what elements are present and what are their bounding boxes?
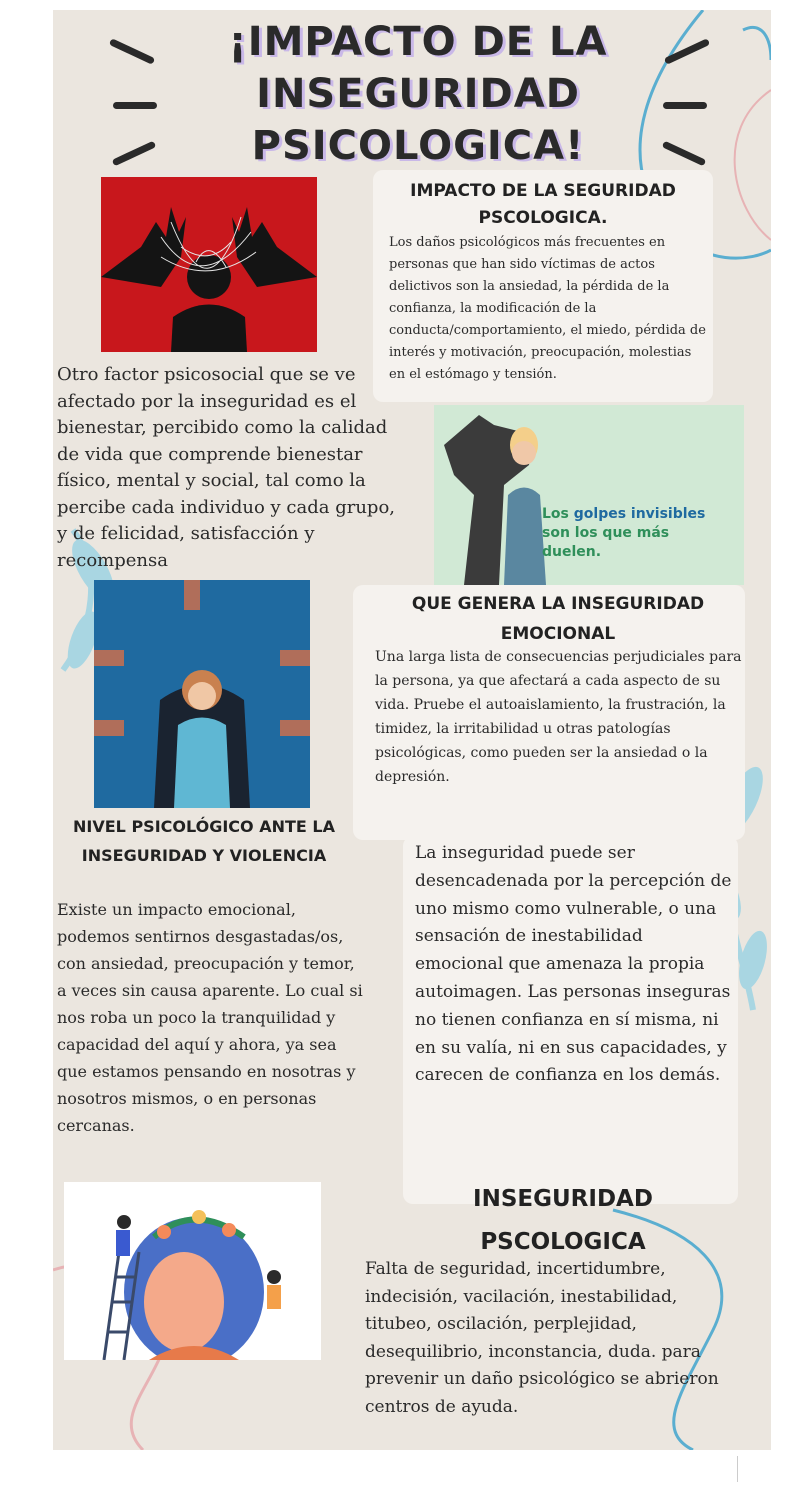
golpes-caption-line3: duelen. (542, 544, 602, 560)
golpes-caption-word1: Los (542, 506, 569, 522)
inseguridad-text: Falta de seguridad, incertidumbre, indecisión, vacilación, inestabilidad, titubeo, oscilación, perplejidad, desequilibrio, inconstancia, duda. para prevenir un daño psicológico se abrieron centros de ayuda. (365, 1259, 719, 1417)
page-edge-mark (737, 1456, 738, 1482)
face-shape (144, 1252, 224, 1352)
impacto-text: Los daños psicológicos más frecuentes en personas que han sido víctimas de actos delictivos son la ansiedad, la pérdida de la confianza, la modificación de la conducta/comportamiento, el miedo, pérdida de interés y motivación, preocupación, molestias en el estómago y tensión. (389, 235, 706, 382)
left-hand-shape (101, 207, 186, 287)
genera-panel (353, 585, 745, 840)
woman-shirt (174, 718, 230, 809)
gardener-body (116, 1230, 130, 1256)
flower-3 (222, 1223, 236, 1237)
pointing-fingers-illustration (94, 580, 310, 808)
infographic-poster (53, 10, 771, 1450)
mind-garden-graphic (64, 1182, 321, 1360)
impacto-heading: IMPACTO DE LA SEGURIDAD PSCOLOGICA. (410, 181, 676, 228)
flower-1 (157, 1225, 171, 1239)
page-title: ¡IMPACTO DE LA INSEGURIDAD PSICOLOGICA! (228, 19, 608, 169)
hand-top (184, 580, 200, 610)
girl-face (512, 441, 536, 465)
girl-dress (504, 488, 546, 586)
golpes-caption (542, 505, 742, 562)
hand-left-2 (94, 720, 124, 736)
right-hand-shape (232, 207, 317, 287)
woman-face (188, 682, 216, 710)
factor-psicosocial-text: Otro factor psicosocial que se ve afectado por la inseguridad es el bienestar, percibido como la calidad de vida que comprende bienestar físico, mental y social, tal como la percibe cada individuo y cada grupo, y de felicidad, satisfacción y recompensa (57, 364, 396, 571)
mind-garden-illustration (64, 1182, 321, 1360)
teal-curve-corner (743, 27, 771, 60)
genera-text: Una larga lista de consecuencias perjudiciales para la persona, ya que afectará a cada aspecto de su vida. Pruebe el autoaislamiento, la frustración, la timidez, la irritabilidad u otras patologías psicológicas, como pueden ser la ansiedad o la depresión. (375, 649, 742, 785)
walker-head (267, 1270, 281, 1284)
walker-body (267, 1285, 281, 1309)
percepcion-panel (403, 836, 738, 1204)
impacto-panel (373, 170, 713, 402)
tangled-threads-illustration (101, 177, 317, 352)
pink-curve-top (735, 90, 771, 240)
golpes-caption-line2: son los que más (542, 525, 670, 541)
golpes-invisibles-illustration (434, 405, 744, 585)
gardener-head (117, 1215, 131, 1229)
inseguridad-heading: INSEGURIDAD PSCOLOGICA (473, 1186, 653, 1255)
hand-right-1 (280, 650, 310, 666)
nivel-text: Existe un impacto emocional, podemos sentirnos desgastadas/os, con ansiedad, preocupación y temor, a veces sin causa aparente. Lo cual si nos roba un poco la tranquilidad y capacidad del aquí y ahora, ya sea que estamos pensando en nosotras y nosotros mismos, o en personas cercanas. (57, 900, 363, 1135)
percepcion-text: La inseguridad puede ser desencadenada por la percepción de uno mismo como vulnerable, o una sensación de inestabilidad emocional que amenaza la propia autoimagen. Las personas inseguras no tienen confianza en sí misma, ni en su valía, ni en sus capacidades, y carecen de confianza en los demás. (415, 843, 732, 1086)
genera-heading: QUE GENERA LA INSEGURIDAD EMOCIONAL (411, 594, 705, 644)
hands-threads-graphic (101, 177, 317, 352)
flower-2 (192, 1210, 206, 1224)
figure-body (171, 305, 247, 353)
pointing-fingers-graphic (94, 580, 310, 808)
hand-right-2 (280, 720, 310, 736)
nivel-heading: NIVEL PSICOLÓGICO ANTE LA INSEGURIDAD Y VIOLENCIA (73, 817, 335, 865)
hand-left-1 (94, 650, 124, 666)
golpes-caption-word2: golpes invisibles (573, 506, 706, 522)
